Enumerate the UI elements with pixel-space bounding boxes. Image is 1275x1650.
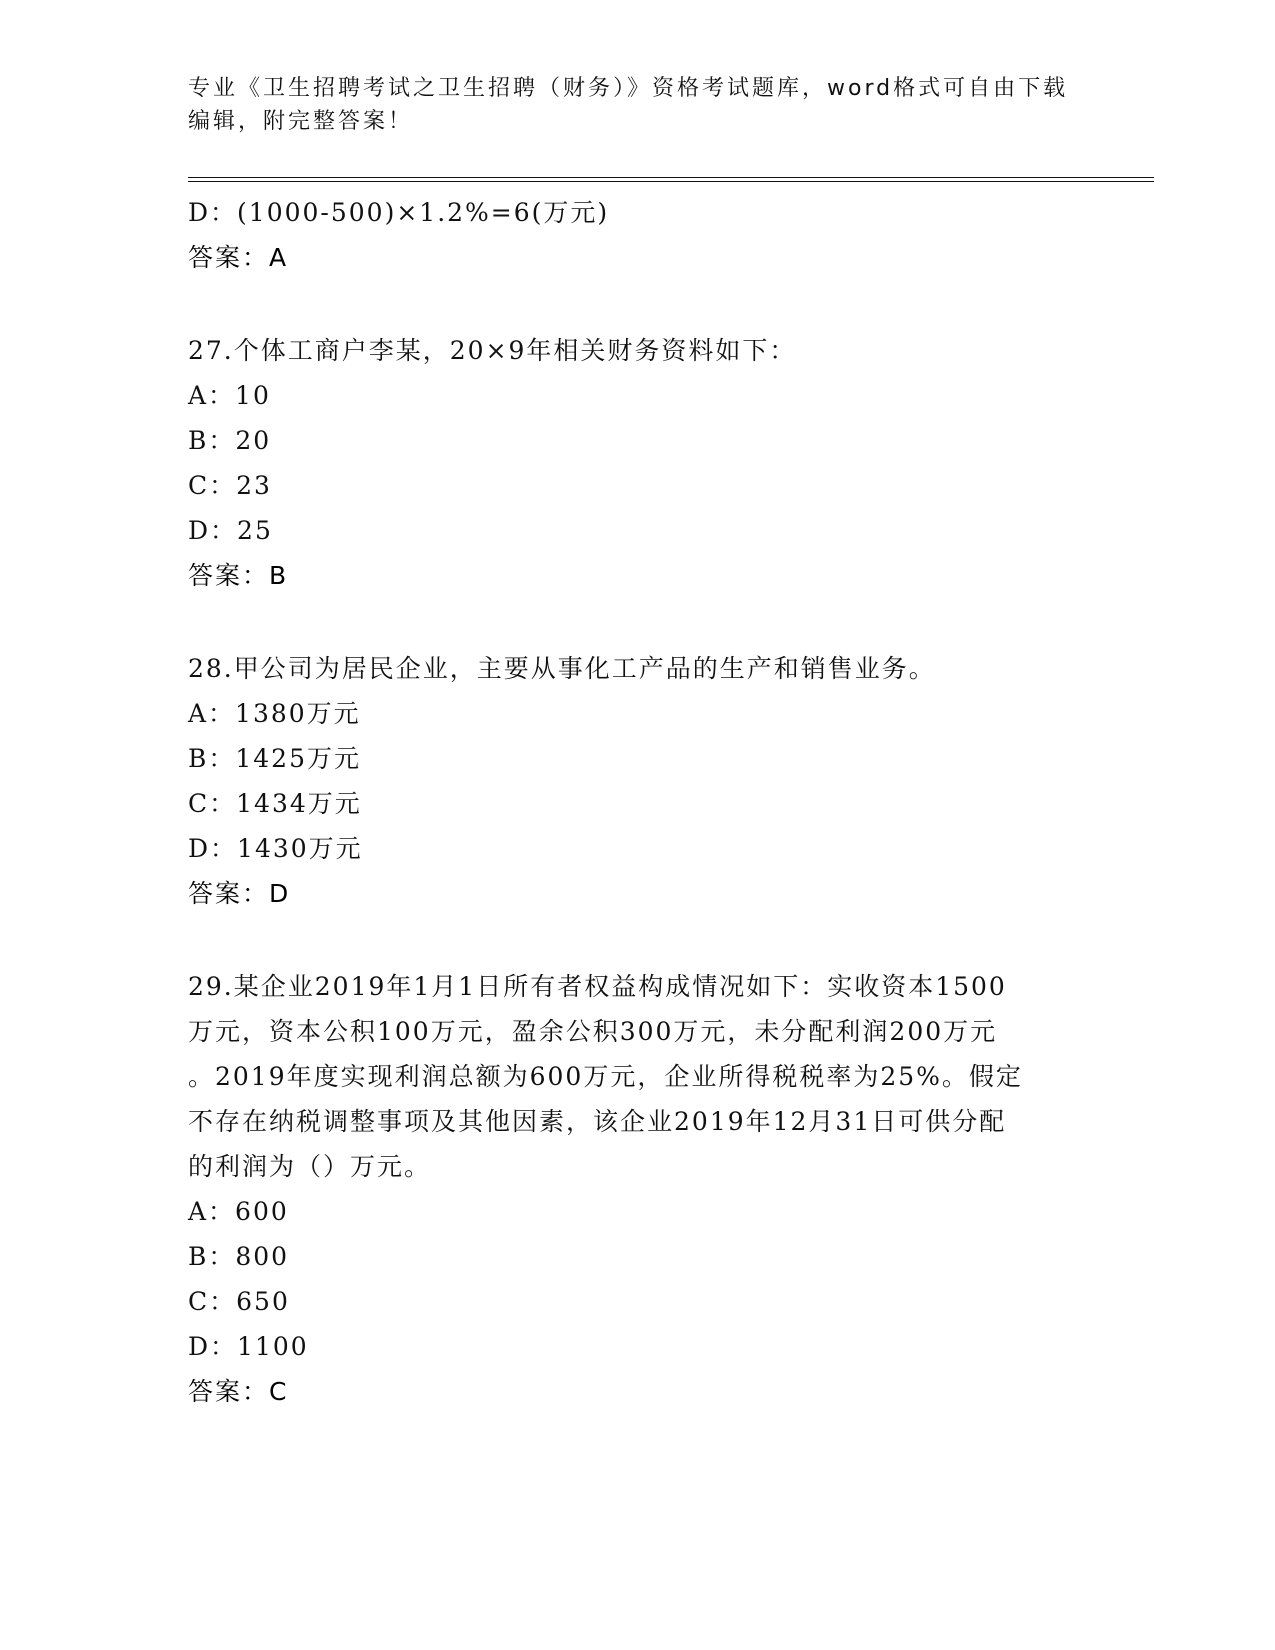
question-list	[188, 190, 1088, 1415]
option-d: D：1430万元	[188, 834, 363, 863]
option-d: D：25	[188, 516, 273, 545]
option-c: C：650	[188, 1287, 290, 1316]
spacer	[188, 599, 1088, 646]
answer-line: 答案：B	[188, 561, 289, 590]
option-d: D：(1000-500)×1.2%=6(万元)	[188, 198, 610, 227]
question-stem: 28.甲公司为居民企业，主要从事化工产品的生产和销售业务。	[188, 654, 936, 683]
option-a: A：10	[188, 381, 271, 410]
question-stem: 27.个体工商户李某，20×9年相关财务资料如下：	[188, 336, 797, 365]
answer-line: 答案：D	[188, 879, 291, 908]
stem-line: 的利润为（）万元。	[188, 1152, 432, 1181]
question-29	[188, 964, 1088, 1415]
spacer	[188, 917, 1088, 964]
option-b: B：20	[188, 426, 272, 455]
header-line-2: 编辑，附完整答案！	[188, 109, 414, 134]
document-header	[188, 72, 1078, 138]
stem-line: 29.某企业2019年1月1日所有者权益构成情况如下：实收资本1500	[188, 972, 1007, 1001]
option-c: C：23	[188, 471, 272, 500]
option-d: D：1100	[188, 1332, 309, 1361]
spacer	[188, 281, 1088, 328]
answer-line: 答案：C	[188, 1377, 289, 1406]
question-28	[188, 646, 1088, 917]
option-a: A：600	[188, 1197, 289, 1226]
stem-line: 万元，资本公积100万元，盈余公积300万元，未分配利润200万元	[188, 1017, 998, 1046]
header-line-1: 专业《卫生招聘考试之卫生招聘（财务）》资格考试题库，word格式可自由下载	[188, 76, 1069, 101]
stem-line: 不存在纳税调整事项及其他因素，该企业2019年12月31日可供分配	[188, 1107, 1007, 1136]
option-c: C：1434万元	[188, 789, 362, 818]
option-b: B：800	[188, 1242, 290, 1271]
stem-line: 。2019年度实现利润总额为600万元，企业所得税税率为25%。假定	[188, 1062, 1023, 1091]
question-27	[188, 328, 1088, 599]
answer-line: 答案：A	[188, 243, 289, 272]
option-b: B：1425万元	[188, 744, 361, 773]
question-stem	[188, 964, 1068, 1189]
header-divider	[188, 177, 1154, 182]
option-a: A：1380万元	[188, 699, 361, 728]
